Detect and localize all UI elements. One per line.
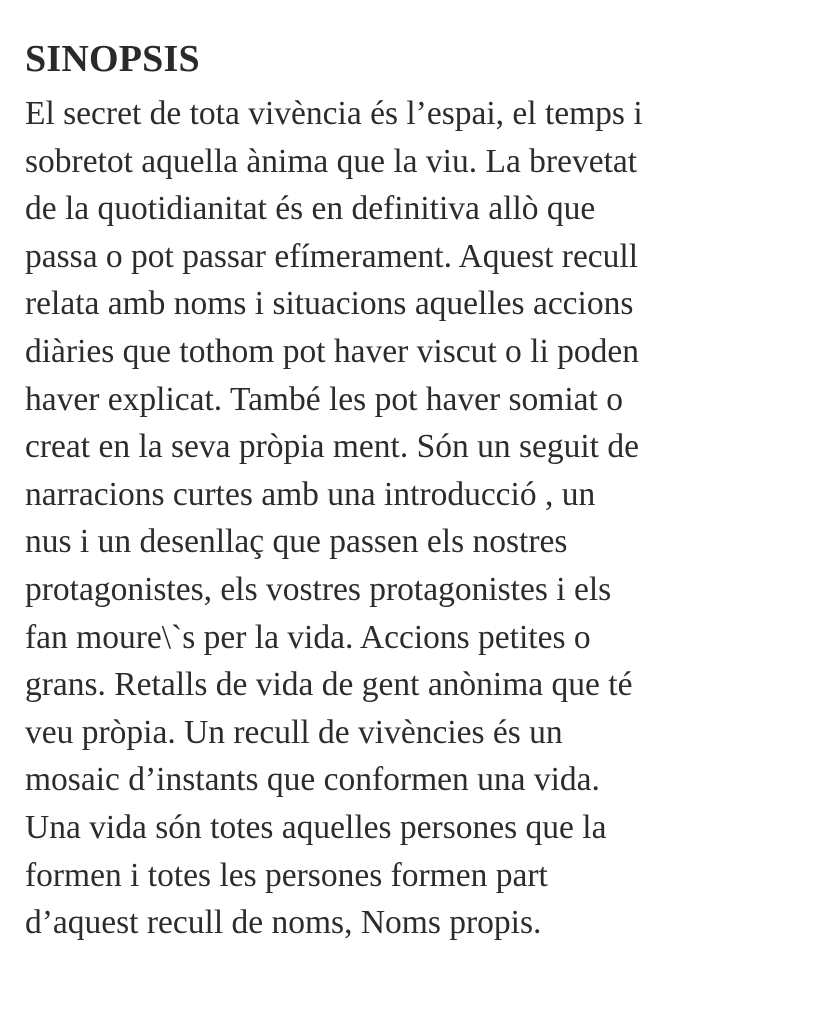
text-line: narracions curtes amb una introducció , un	[25, 475, 596, 513]
text-line: diàries que tothom pot haver viscut o li poden	[25, 332, 640, 370]
section-title: SINOPSIS	[25, 38, 200, 80]
text-line: mosaic d’instants que conformen una vida.	[25, 761, 600, 799]
text-line: nus i un desenllaç que passen els nostres	[25, 523, 568, 561]
text-line: El secret de tota vivència és l’espai, el temps i	[25, 95, 643, 132]
text-line: Una vida són totes aquelles persones que la	[25, 808, 607, 846]
synopsis-section	[25, 34, 815, 947]
text-line: d’aquest recull de noms, Noms propis.	[25, 904, 542, 942]
text-line: passa o pot passar efímerament. Aquest recull	[25, 237, 639, 275]
text-line: fan moure\`s per la vida. Accions petites o	[25, 618, 591, 656]
text-line: formen i totes les persones formen part	[25, 856, 548, 894]
text-line: sobretot aquella ànima que la viu. La brevetat	[25, 142, 638, 180]
text-line: relata amb noms i situacions aquelles accions	[25, 285, 634, 323]
text-line: de la quotidianitat és en definitiva allò que	[25, 190, 596, 228]
text-line: protagonistes, els vostres protagonistes i els	[25, 570, 612, 608]
text-line: veu pròpia. Un recull de vivències és un	[25, 713, 563, 751]
text-line: grans. Retalls de vida de gent anònima que té	[25, 666, 633, 704]
synopsis-paragraph	[25, 90, 815, 947]
text-line: haver explicat. També les pot haver somiat o	[25, 380, 623, 418]
text-line: creat en la seva pròpia ment. Són un seguit de	[25, 428, 639, 466]
